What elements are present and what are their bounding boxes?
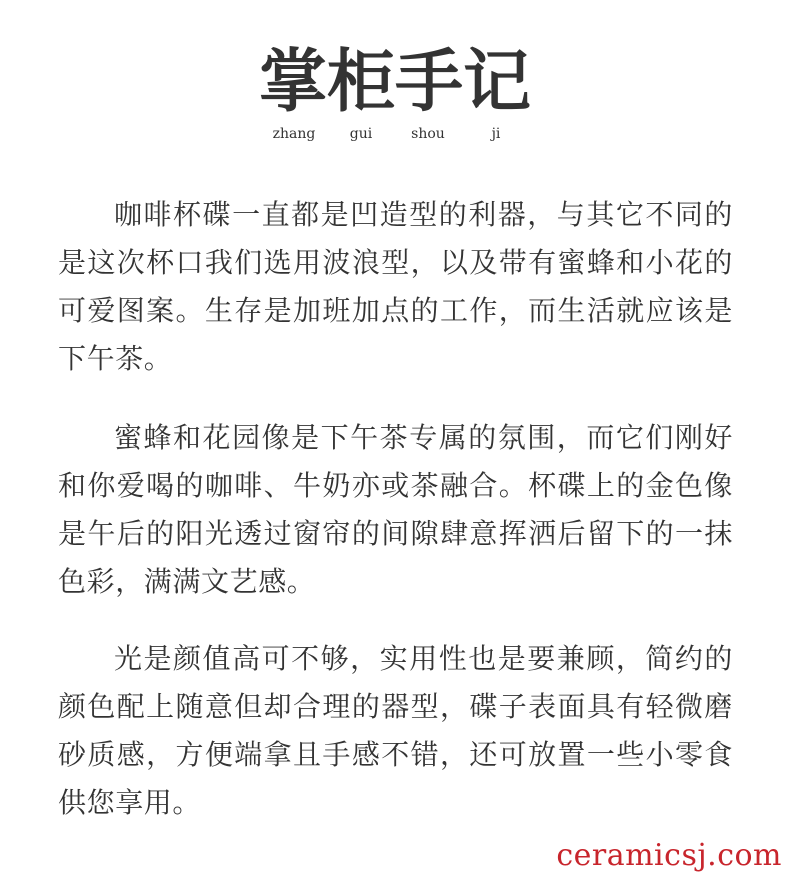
- paragraph-practicality: 光是颜值高可不够，实用性也是要兼顾，简约的颜色配上随意但却合理的器型，碟子表面具有轻微磨砂质感，方便端拿且手感不错，还可放置一些小零食供您享用。: [58, 642, 733, 819]
- title-pinyin: [0, 125, 790, 145]
- paragraph-design: 咖啡杯碟一直都是凹造型的利器，与其它不同的是这次杯口我们选用波浪型，以及带有蜜蜂和小花的可爱图案。生存是加班加点的工作，而生活就应该是下午茶。: [58, 198, 733, 375]
- pinyin-syllable: ji: [491, 126, 501, 142]
- paragraph-atmosphere: 蜜蜂和花园像是下午茶专属的氛围，而它们刚好和你爱喝的咖啡、牛奶亦或茶融合。杯碟上的金色像是午后的阳光透过窗帘的间隙肆意挥洒后留下的一抹色彩，满满文艺感。: [58, 421, 733, 598]
- pinyin-syllable: zhang: [272, 126, 316, 142]
- site-watermark: ceramicsj.com: [556, 838, 782, 873]
- pinyin-syllable: shou: [411, 126, 445, 142]
- page-title: 掌柜手记: [258, 42, 531, 122]
- pinyin-syllable: gui: [349, 126, 373, 142]
